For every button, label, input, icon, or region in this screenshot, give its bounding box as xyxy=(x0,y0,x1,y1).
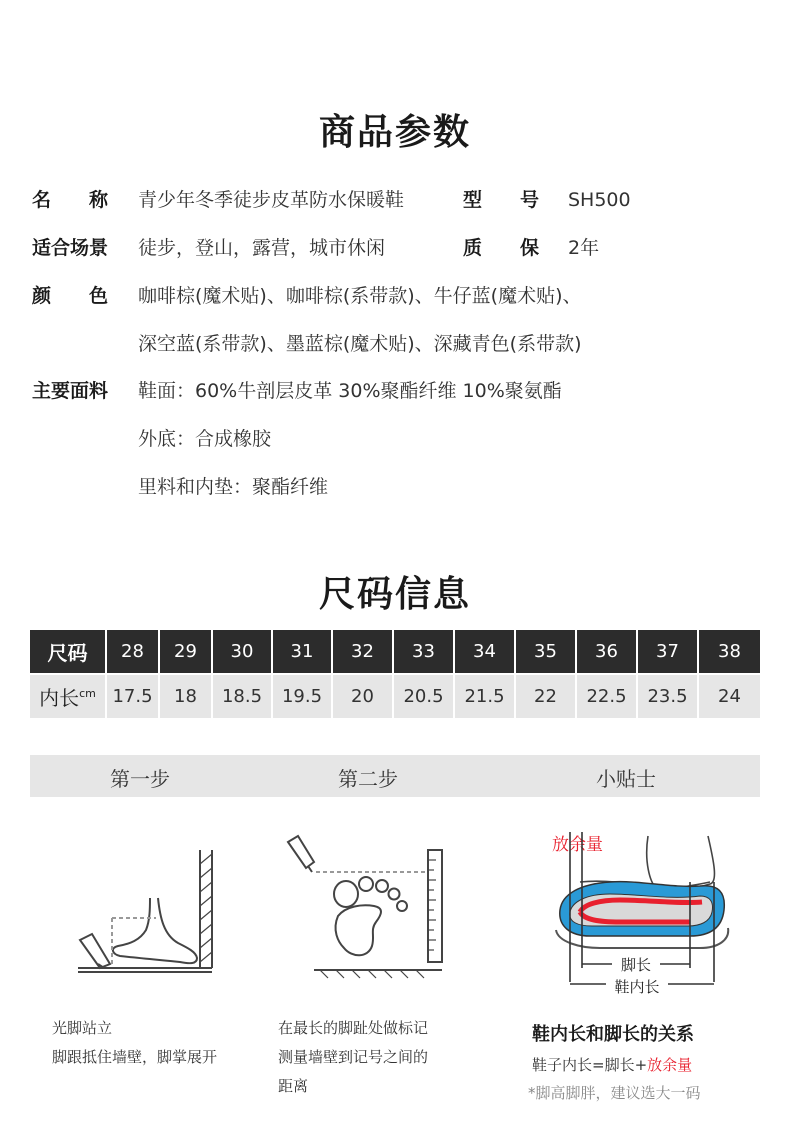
length-row xyxy=(30,674,760,718)
steps-bar xyxy=(30,755,760,797)
size-cell: 38 xyxy=(698,630,760,674)
caption-line: 脚跟抵住墙壁，脚掌展开 xyxy=(52,1048,218,1066)
step1-foot-wall-illustration xyxy=(60,840,230,980)
length-unit: cm xyxy=(79,687,96,700)
size-cell: 28 xyxy=(106,630,159,674)
length-cell: 22 xyxy=(515,674,576,718)
size-cell: 32 xyxy=(332,630,393,674)
tips-shoe-diagram xyxy=(540,832,740,1002)
param-label: 适合场景 xyxy=(32,237,109,259)
tip-formula-highlight: 放余量 xyxy=(647,1056,693,1074)
param-label: 质 保 xyxy=(463,237,540,259)
tip-formula-text: 鞋子内长=脚长+ xyxy=(532,1056,648,1074)
size-cell: 29 xyxy=(159,630,212,674)
size-cell: 30 xyxy=(212,630,272,674)
tip-formula xyxy=(532,1054,692,1075)
step2-footprint-ruler-illustration xyxy=(280,832,460,982)
step2-caption xyxy=(278,1014,428,1101)
param-value: 青少年冬季徒步皮革防水保暖鞋 xyxy=(138,189,405,211)
size-header-label: 尺码 xyxy=(30,630,106,674)
length-cell: 22.5 xyxy=(576,674,637,718)
param-row-color xyxy=(0,282,790,362)
length-cell: 21.5 xyxy=(454,674,515,718)
param-value: SH500 xyxy=(568,189,631,211)
caption-line: 在最长的脚趾处做标记 xyxy=(278,1019,429,1037)
length-label-cell xyxy=(30,674,106,718)
param-row-name xyxy=(0,186,790,214)
length-cell: 17.5 xyxy=(106,674,159,718)
tips-heading: 小贴士 xyxy=(596,767,656,791)
tip-note: *脚高脚胖，建议选大一码 xyxy=(528,1084,701,1102)
param-value: 深空蓝(系带款)、墨蓝棕(魔术贴)、深藏青色(系带款) xyxy=(138,333,582,355)
size-cell: 37 xyxy=(637,630,698,674)
size-cell: 36 xyxy=(576,630,637,674)
param-value: 鞋面：60%牛剖层皮革 30%聚酯纤维 10%聚氨酯 xyxy=(138,380,562,402)
allowance-label: 放余量 xyxy=(552,835,603,855)
param-value: 2年 xyxy=(568,237,600,259)
size-cell: 31 xyxy=(272,630,332,674)
size-cell: 34 xyxy=(454,630,515,674)
foot-length-label: 脚长 xyxy=(620,956,652,974)
inner-length-label: 鞋内长 xyxy=(614,978,660,996)
step1-heading: 第一步 xyxy=(110,767,170,791)
size-table xyxy=(30,630,760,718)
param-row-scene xyxy=(0,234,790,262)
params-title: 商品参数 xyxy=(318,112,471,153)
caption-line: 光脚站立 xyxy=(52,1019,113,1037)
param-label: 型 号 xyxy=(463,189,540,211)
param-value: 徒步，登山，露营，城市休闲 xyxy=(138,237,386,259)
length-cell: 24 xyxy=(698,674,760,718)
param-label: 主要面料 xyxy=(32,380,109,402)
tip-title: 鞋内长和脚长的关系 xyxy=(532,1024,694,1045)
param-label: 颜 色 xyxy=(32,285,109,307)
param-value: 里料和内垫：聚酯纤维 xyxy=(138,476,329,498)
size-header-row xyxy=(30,630,760,674)
length-cell: 18 xyxy=(159,674,212,718)
length-cell: 18.5 xyxy=(212,674,272,718)
param-value: 外底：合成橡胶 xyxy=(138,428,272,450)
step1-caption xyxy=(52,1014,217,1072)
step2-heading: 第二步 xyxy=(338,767,398,791)
param-value: 咖啡棕(魔术贴)、咖啡棕(系带款)、牛仔蓝(魔术贴)、 xyxy=(138,285,582,307)
size-cell: 35 xyxy=(515,630,576,674)
size-title: 尺码信息 xyxy=(318,574,471,615)
caption-line: 测量墙壁到记号之间的 xyxy=(278,1048,429,1066)
caption-line: 距离 xyxy=(278,1077,309,1095)
length-cell: 19.5 xyxy=(272,674,332,718)
length-label: 内长 xyxy=(39,686,80,710)
length-cell: 23.5 xyxy=(637,674,698,718)
length-cell: 20 xyxy=(332,674,393,718)
size-cell: 33 xyxy=(393,630,454,674)
param-label: 名 称 xyxy=(32,189,109,211)
param-row-material xyxy=(0,377,790,507)
length-cell: 20.5 xyxy=(393,674,454,718)
